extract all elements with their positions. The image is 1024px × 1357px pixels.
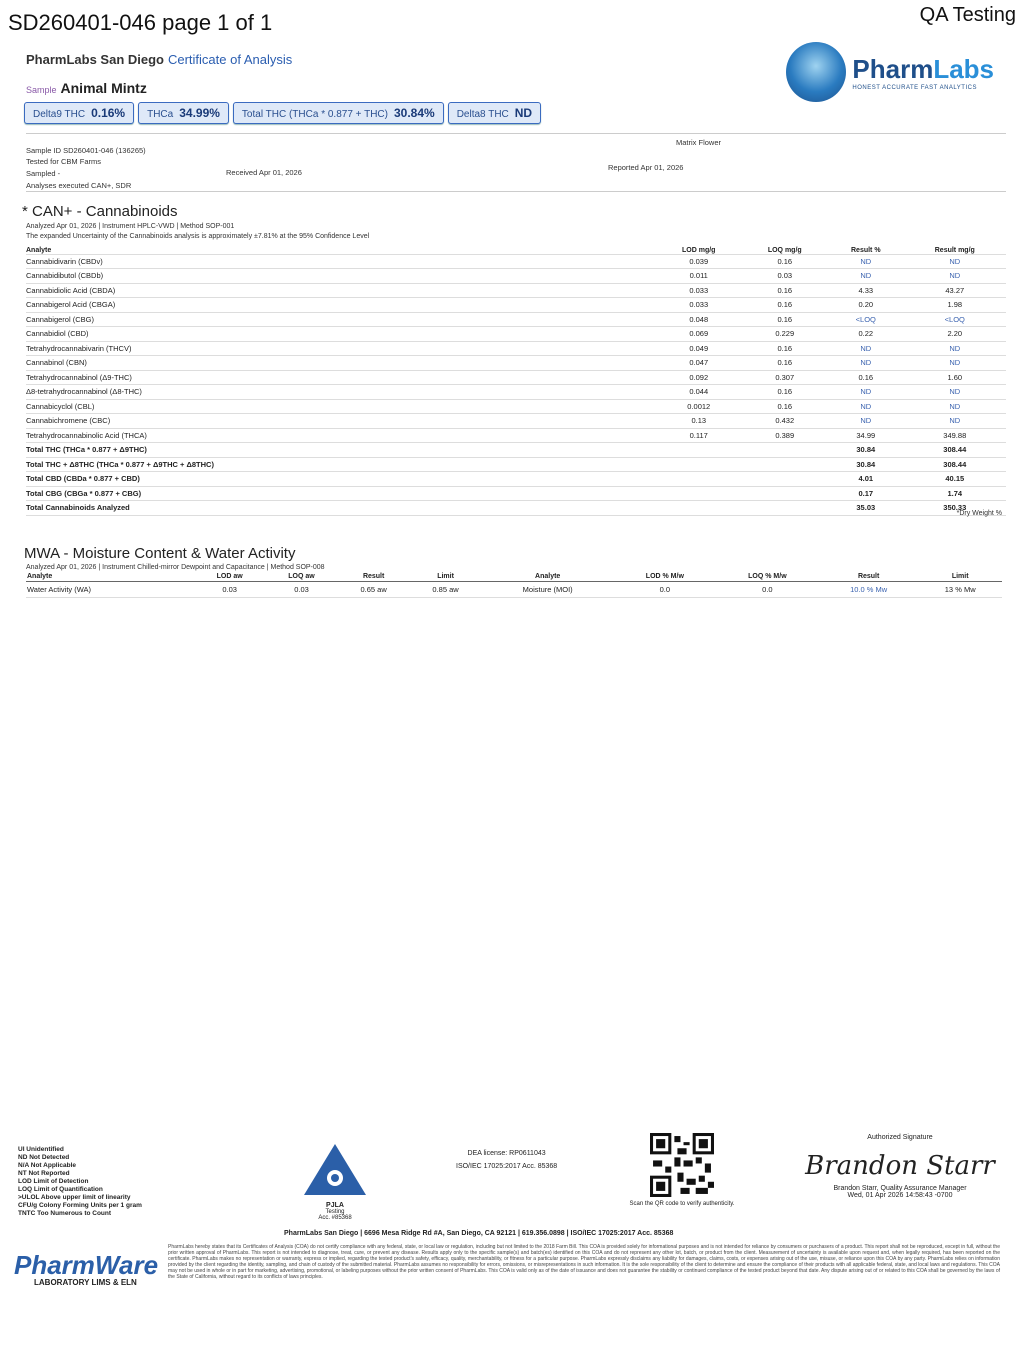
result-pct-cell: 4.01 bbox=[828, 472, 904, 487]
col-lod: LOD mg/g bbox=[656, 240, 742, 254]
analyte-cell: Δ8-tetrahydrocannabinol (Δ8-THC) bbox=[26, 385, 656, 400]
cannabinoids-title: * CAN+ - Cannabinoids bbox=[22, 203, 178, 220]
analyte-cell: Cannabigerol Acid (CBGA) bbox=[26, 298, 656, 313]
logo-tagline: HONEST ACCURATE FAST ANALYTICS bbox=[852, 84, 977, 91]
mwa-analyzed: Analyzed Apr 01, 2026 | Instrument Chilled-mirror Dewpoint and Capacitance | Method SOP-008 bbox=[26, 564, 325, 571]
mwa-col-0: Analyte bbox=[26, 572, 194, 582]
table-row bbox=[26, 312, 1006, 327]
pjla-name: PJLA bbox=[326, 1202, 344, 1209]
lod-cell bbox=[656, 457, 742, 472]
table-row bbox=[26, 370, 1006, 385]
legend-item: LOQ Limit of Quantification bbox=[18, 1186, 103, 1193]
loq-cell bbox=[742, 486, 829, 501]
loq-cell: 0.432 bbox=[742, 414, 829, 429]
analyte-cell: Tetrahydrocannabivarin (THCV) bbox=[26, 341, 656, 356]
lod-cell: 0.047 bbox=[656, 356, 742, 371]
disclaimer: PharmLabs hereby states that its Certificates of Analysis (COA) do not certify compliance with any federal, state, or local law or regulation, including but not limited to the 2018 Farm Bill. This COA is provided solely for informational purposes and is not intended for reliance by consumers or purchasers of a product. This report shall not be reproduced, except in full, without the prior written approval of PharmLabs. This report is not intended to diagnose, treat, cure, or prevent any disease. Results apply only to the specific sample(s) and batch(es) identified on this COA and do not represent any other lot, batch, or product from the client. Measurement of uncertainty is available upon request and, when legally required, has been reported on the certificate. PharmLabs makes no representation or warranty, express or implied, regarding the tested product's safety, efficacy, quality, merchantability, or fitness for a particular purpose. PharmLabs expressly disclaims any liability for damages, claims, costs, or expenses arising out of the use, misuse, or reliance upon this COA by any party. PharmLabs relies on information provided by the client regarding the identity, sampling, and chain of custody of the submitted material. PharmLabs assumes no responsibility for errors, omissions, or misrepresentations in such information. It is the sole responsibility of the client to determine and ensure the compliance of their products with all applicable federal, state, and local laws and regulations. This COA may not be used in whole or in part for marketing, advertising, promotional, or labeling purposes without the prior written consent of PharmLabs. This COA is valid only as of the date of issuance and does not guarantee the stability or continued compliance of the tested product beyond that date. Any dispute arising out of or related to this COA shall be governed by the laws of the State of California, without regard to its conflicts of laws principles. bbox=[168, 1244, 1000, 1280]
mwa-cell-6: 0.0 bbox=[614, 582, 716, 598]
pjla-acc: Acc. #85368 bbox=[318, 1215, 352, 1221]
lod-cell bbox=[656, 472, 742, 487]
legend-item: N/A Not Applicable bbox=[18, 1162, 77, 1169]
coa-title: Certificate of Analysis bbox=[167, 52, 293, 67]
table-header-row bbox=[26, 240, 1006, 254]
sampled: Sampled - bbox=[26, 169, 61, 178]
result-pct-cell: 34.99 bbox=[828, 428, 904, 443]
pjla-testing: Testing bbox=[325, 1209, 345, 1215]
table-row bbox=[26, 582, 1002, 598]
loq-cell: 0.16 bbox=[742, 298, 829, 313]
mwa-col-1: LOD aw bbox=[194, 572, 265, 582]
table-row bbox=[26, 254, 1006, 269]
lod-cell: 0.033 bbox=[656, 283, 742, 298]
abbreviations-legend bbox=[18, 1146, 142, 1218]
mwa-col-6: LOD % M/w bbox=[614, 572, 716, 582]
total-row bbox=[26, 457, 1006, 472]
received: Received Apr 01, 2026 bbox=[226, 168, 302, 177]
result-mg-cell: ND bbox=[904, 414, 1006, 429]
result-mg-cell: 40.15 bbox=[904, 472, 1006, 487]
mwa-cell-9: 13 % Mw bbox=[918, 582, 1002, 598]
pharmware-logo: PharmWare bbox=[14, 1250, 159, 1280]
result-mg-cell: ND bbox=[904, 341, 1006, 356]
loq-cell: 0.16 bbox=[742, 283, 829, 298]
pjla-badge bbox=[300, 1142, 370, 1221]
analyte-cell: Cannabichromene (CBC) bbox=[26, 414, 656, 429]
iso-acc: ISO/IEC 17025:2017 Acc. 85368 bbox=[456, 1163, 558, 1170]
pill-delta9 bbox=[24, 102, 134, 124]
signed-at: Wed, 01 Apr 2026 14:58:43 -0700 bbox=[847, 1192, 953, 1199]
logo-text-b: Labs bbox=[933, 53, 994, 84]
pill-delta8 bbox=[448, 102, 541, 124]
result-pct-cell: ND bbox=[828, 341, 904, 356]
mwa-cell-1: 0.03 bbox=[194, 582, 265, 598]
table-header-row bbox=[26, 572, 1002, 582]
lab-name-text: PharmLabs San Diego bbox=[26, 52, 164, 67]
document-id: SD260401-046 page 1 of 1 bbox=[8, 10, 273, 35]
loq-cell: 0.03 bbox=[742, 269, 829, 284]
lod-cell: 0.011 bbox=[656, 269, 742, 284]
mwa-col-3: Result bbox=[338, 572, 410, 582]
mwa-col-9: Limit bbox=[918, 572, 1002, 582]
lod-cell bbox=[656, 486, 742, 501]
pharmlabs-logo bbox=[786, 42, 994, 102]
result-mg-cell: ND bbox=[904, 385, 1006, 400]
qr-block bbox=[612, 1133, 752, 1207]
reported: Reported Apr 01, 2026 bbox=[608, 163, 684, 172]
signature-block bbox=[800, 1134, 1000, 1199]
result-mg-cell: ND bbox=[904, 356, 1006, 371]
analyte-cell: Total THC (THCa * 0.877 + Δ9THC) bbox=[26, 443, 656, 458]
divider bbox=[26, 133, 1006, 134]
result-mg-cell: 308.44 bbox=[904, 457, 1006, 472]
loq-cell: 0.389 bbox=[742, 428, 829, 443]
pill-label: Total THC (THCa * 0.877 + THC) bbox=[241, 109, 388, 120]
analyte-cell: Cannabidibutol (CBDb) bbox=[26, 269, 656, 284]
loq-cell: 0.16 bbox=[742, 312, 829, 327]
result-mg-cell: ND bbox=[904, 254, 1006, 269]
result-mg-cell: 1.60 bbox=[904, 370, 1006, 385]
result-pct-cell: 30.84 bbox=[828, 457, 904, 472]
mwa-cell-5: Moisture (MOI) bbox=[482, 582, 614, 598]
loq-cell: 0.16 bbox=[742, 385, 829, 400]
result-pct-cell: ND bbox=[828, 254, 904, 269]
dry-weight-note: *Dry Weight % bbox=[956, 510, 1002, 517]
table-row bbox=[26, 414, 1006, 429]
lod-cell: 0.044 bbox=[656, 385, 742, 400]
lod-cell: 0.0012 bbox=[656, 399, 742, 414]
lod-cell bbox=[656, 443, 742, 458]
analyte-cell: Cannabidiol (CBD) bbox=[26, 327, 656, 342]
pill-label: Delta8 THC bbox=[456, 109, 509, 120]
pill-value: ND bbox=[514, 106, 533, 120]
loq-cell: 0.16 bbox=[742, 341, 829, 356]
table-row bbox=[26, 283, 1006, 298]
lod-cell: 0.13 bbox=[656, 414, 742, 429]
total-row bbox=[26, 472, 1006, 487]
table-row bbox=[26, 269, 1006, 284]
dea-block bbox=[456, 1150, 557, 1170]
analyte-cell: Total Cannabinoids Analyzed bbox=[26, 501, 656, 516]
lab-address: PharmLabs San Diego | 6696 Mesa Ridge Rd #A, San Diego, CA 92121 | 619.356.0898 | ISO/IEC 17025:2017 Acc. 85368 bbox=[284, 1230, 674, 1237]
col-result-mg: Result mg/g bbox=[904, 240, 1006, 254]
mwa-table bbox=[26, 572, 1002, 598]
result-mg-cell: 1.98 bbox=[904, 298, 1006, 313]
qr-code-icon[interactable] bbox=[650, 1133, 714, 1197]
signature: Brandon Starr bbox=[805, 1151, 995, 1181]
pill-label: THCa bbox=[147, 109, 174, 120]
lod-cell: 0.117 bbox=[656, 428, 742, 443]
legend-item: >ULOL Above upper limit of linearity bbox=[18, 1194, 131, 1201]
analyte-cell: Cannabicyclol (CBL) bbox=[26, 399, 656, 414]
loq-cell bbox=[742, 472, 829, 487]
legend-item: UI Unidentified bbox=[18, 1146, 64, 1153]
table-row bbox=[26, 327, 1006, 342]
pjla-triangle-icon bbox=[300, 1142, 370, 1197]
table-row bbox=[26, 298, 1006, 313]
mwa-cell-0: Water Activity (WA) bbox=[26, 582, 194, 598]
cannabinoids-analyzed: Analyzed Apr 01, 2026 | Instrument HPLC-VWD | Method SOP-001 bbox=[26, 223, 235, 230]
analyte-cell: Cannabinol (CBN) bbox=[26, 356, 656, 371]
lod-cell: 0.069 bbox=[656, 327, 742, 342]
mwa-col-2: LOQ aw bbox=[265, 572, 337, 582]
result-pct-cell: ND bbox=[828, 399, 904, 414]
result-mg-cell: 349.88 bbox=[904, 428, 1006, 443]
analyses-executed: Analyses executed CAN+, SDR bbox=[26, 181, 132, 190]
pill-label: Delta9 THC bbox=[33, 109, 86, 120]
lod-cell: 0.039 bbox=[656, 254, 742, 269]
authorized-signature-label: Authorized Signature bbox=[867, 1134, 933, 1141]
mwa-cell-8: 10.0 % Mw bbox=[819, 582, 918, 598]
result-pct-cell: 35.03 bbox=[828, 501, 904, 516]
qr-caption: Scan the QR code to verify authenticity. bbox=[629, 1201, 735, 1207]
table-row bbox=[26, 356, 1006, 371]
result-mg-cell: 2.20 bbox=[904, 327, 1006, 342]
lod-cell: 0.033 bbox=[656, 298, 742, 313]
pill-total-thc bbox=[233, 102, 444, 124]
pill-thca bbox=[138, 102, 229, 124]
logo-wordmark bbox=[852, 54, 994, 85]
dea-license: DEA license: RP0611043 bbox=[467, 1150, 546, 1157]
sample-label: Sample bbox=[26, 85, 57, 95]
mwa-cell-4: 0.85 aw bbox=[410, 582, 482, 598]
result-mg-cell: ND bbox=[904, 399, 1006, 414]
loq-cell bbox=[742, 443, 829, 458]
lod-cell bbox=[656, 501, 742, 516]
mwa-col-7: LOQ % M/w bbox=[716, 572, 819, 582]
result-mg-cell: 350.33 bbox=[904, 501, 1006, 516]
analyte-cell: Total CBG (CBGa * 0.877 + CBG) bbox=[26, 486, 656, 501]
loq-cell bbox=[742, 457, 829, 472]
table-row bbox=[26, 385, 1006, 400]
mwa-title: MWA - Moisture Content & Water Activity bbox=[24, 545, 296, 562]
total-row bbox=[26, 443, 1006, 458]
result-pct-cell: 0.22 bbox=[828, 327, 904, 342]
mwa-col-5: Analyte bbox=[482, 572, 614, 582]
col-analyte: Analyte bbox=[26, 240, 656, 254]
signer-name: Brandon Starr, Quality Assurance Manager bbox=[833, 1185, 967, 1192]
cannabinoids-table bbox=[26, 240, 1006, 516]
result-pct-cell: ND bbox=[828, 385, 904, 400]
result-pct-cell: 30.84 bbox=[828, 443, 904, 458]
pill-value: 34.99% bbox=[179, 106, 220, 120]
result-pct-cell: 0.20 bbox=[828, 298, 904, 313]
sample-id: Sample ID SD260401-046 (136265) bbox=[26, 146, 146, 155]
cannabinoids-uncertainty: The expanded Uncertainty of the Cannabinoids analysis is approximately ±7.81% at the 95% Confidence Level bbox=[26, 233, 370, 240]
mwa-col-8: Result bbox=[819, 572, 918, 582]
pharmware-subtitle: LABORATORY LIMS & ELN bbox=[34, 1278, 137, 1287]
total-row bbox=[26, 501, 1006, 516]
analyte-cell: Cannabigerol (CBG) bbox=[26, 312, 656, 327]
logo-text-a: Pharm bbox=[852, 53, 934, 84]
sample-name-text: Animal Mintz bbox=[60, 80, 147, 96]
analyte-cell: Tetrahydrocannabinol (Δ9-THC) bbox=[26, 370, 656, 385]
analyte-cell: Total CBD (CBDa * 0.877 + CBD) bbox=[26, 472, 656, 487]
col-result-pct: Result % bbox=[828, 240, 904, 254]
sample-name bbox=[26, 80, 147, 96]
col-loq: LOQ mg/g bbox=[742, 240, 829, 254]
lod-cell: 0.092 bbox=[656, 370, 742, 385]
legend-item: ND Not Detected bbox=[18, 1154, 70, 1161]
result-mg-cell: 43.27 bbox=[904, 283, 1006, 298]
mwa-col-4: Limit bbox=[410, 572, 482, 582]
table-row bbox=[26, 399, 1006, 414]
result-mg-cell: <LOQ bbox=[904, 312, 1006, 327]
loq-cell: 0.16 bbox=[742, 399, 829, 414]
analyte-cell: Cannabidiolic Acid (CBDA) bbox=[26, 283, 656, 298]
mwa-cell-2: 0.03 bbox=[265, 582, 337, 598]
table-row bbox=[26, 341, 1006, 356]
loq-cell bbox=[742, 501, 829, 516]
lod-cell: 0.049 bbox=[656, 341, 742, 356]
pill-value: 0.16% bbox=[91, 106, 126, 120]
legend-item: TNTC Too Numerous to Count bbox=[18, 1210, 112, 1217]
matrix: Matrix Flower bbox=[676, 138, 722, 147]
result-mg-cell: 308.44 bbox=[904, 443, 1006, 458]
loq-cell: 0.16 bbox=[742, 356, 829, 371]
loq-cell: 0.229 bbox=[742, 327, 829, 342]
qa-label: QA Testing bbox=[919, 4, 1016, 26]
result-mg-cell: ND bbox=[904, 269, 1006, 284]
analyte-cell: Tetrahydrocannabinolic Acid (THCA) bbox=[26, 428, 656, 443]
analyte-cell: Cannabidivarin (CBDv) bbox=[26, 254, 656, 269]
result-pct-cell: ND bbox=[828, 269, 904, 284]
result-pct-cell: 0.17 bbox=[828, 486, 904, 501]
legend-item: CFU/g Colony Forming Units per 1 gram bbox=[18, 1202, 142, 1209]
legend-item: LOD Limit of Detection bbox=[18, 1178, 89, 1185]
analyte-cell: Total THC + Δ8THC (THCa * 0.877 + Δ9THC + Δ8THC) bbox=[26, 457, 656, 472]
summary-pills bbox=[24, 102, 541, 124]
total-row bbox=[26, 486, 1006, 501]
table-row bbox=[26, 428, 1006, 443]
result-mg-cell: 1.74 bbox=[904, 486, 1006, 501]
lod-cell: 0.048 bbox=[656, 312, 742, 327]
result-pct-cell: <LOQ bbox=[828, 312, 904, 327]
mwa-cell-7: 0.0 bbox=[716, 582, 819, 598]
result-pct-cell: 0.16 bbox=[828, 370, 904, 385]
loq-cell: 0.307 bbox=[742, 370, 829, 385]
result-pct-cell: ND bbox=[828, 356, 904, 371]
mwa-cell-3: 0.65 aw bbox=[338, 582, 410, 598]
tested-for: Tested for CBM Farms bbox=[26, 157, 102, 166]
logo-emblem-icon bbox=[786, 42, 846, 102]
loq-cell: 0.16 bbox=[742, 254, 829, 269]
pill-value: 30.84% bbox=[394, 106, 435, 120]
lab-name bbox=[26, 52, 292, 67]
result-pct-cell: ND bbox=[828, 414, 904, 429]
divider bbox=[26, 191, 1006, 192]
legend-item: NT Not Reported bbox=[18, 1170, 70, 1177]
result-pct-cell: 4.33 bbox=[828, 283, 904, 298]
